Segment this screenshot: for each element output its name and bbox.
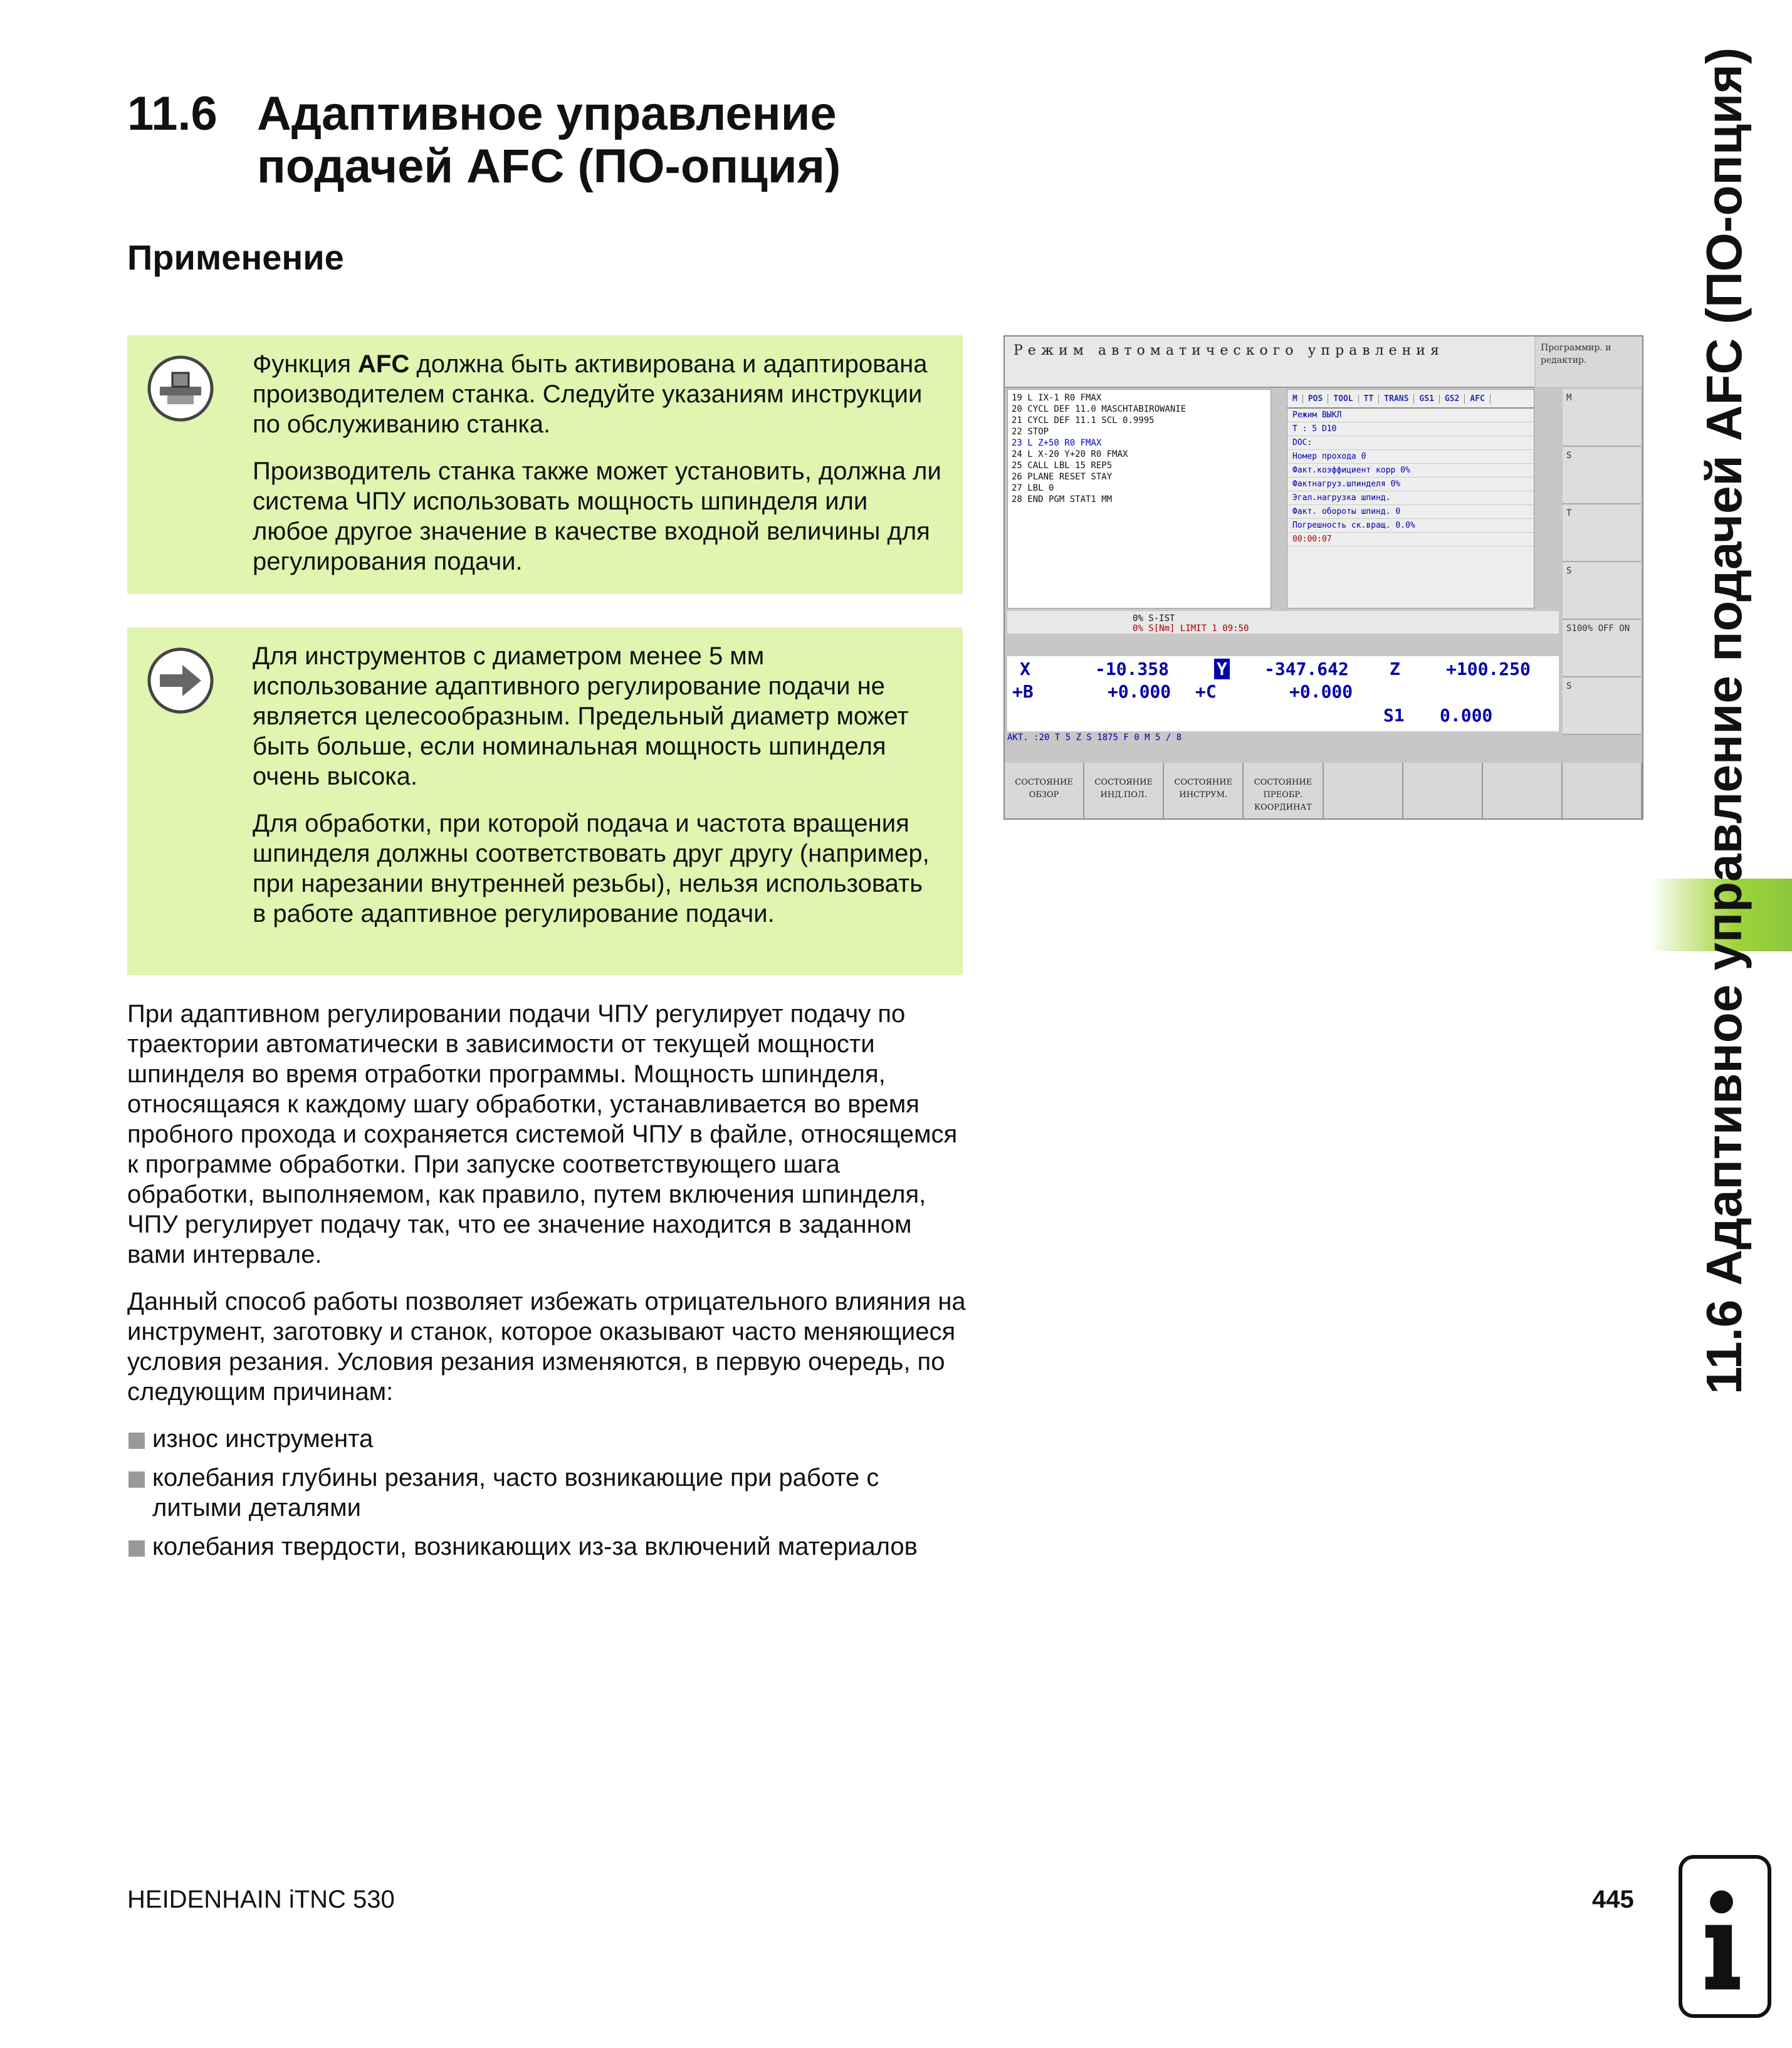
mode-title-bar: Режим автоматического управления bbox=[1005, 337, 1534, 388]
axis-x-label: X bbox=[1020, 659, 1030, 679]
section-title-line2: подачей AFC (ПО-опция) bbox=[257, 140, 841, 193]
note2-paragraph1: Для инструментов с диаметром менее 5 мм использование адаптивного регулирование подачи не является целесообразным. Предельный диаметр может быть больше, если номинальная мощность шпинделя очень высока. bbox=[253, 642, 909, 790]
spindle-s1-label: S1 bbox=[1383, 705, 1405, 726]
program-line: 21 CYCL DEF 11.1 SCL 0.9995 bbox=[1012, 415, 1155, 426]
softkey-empty[interactable] bbox=[1403, 763, 1483, 818]
note1-paragraph2: Производитель станка также может установить, должна ли система ЧПУ использовать мощность шпинделя или любое другое значение в качестве входной величины для регулирования подачи. bbox=[253, 457, 941, 575]
softkey-forward-icon[interactable] bbox=[1563, 763, 1642, 818]
afc-row: Номер прохода 0 bbox=[1287, 450, 1534, 464]
bottom-softkeys bbox=[1005, 763, 1642, 818]
program-line: 22 STOP bbox=[1012, 427, 1049, 437]
side-key-s100[interactable]: S100% OFF ON bbox=[1563, 620, 1641, 677]
side-chapter-title: 11.6 Адаптивное управление подачей AFC (ПО-опция) bbox=[1696, 47, 1752, 1394]
note1-paragraph1: Функция AFC должна быть активирована и адаптирована производителем станка. Следуйте указаниям инструкции по обслуживанию станка. bbox=[253, 350, 928, 438]
program-line: 28 END PGM STAT1 MM bbox=[1012, 494, 1113, 504]
spindle-status bbox=[1007, 611, 1559, 634]
side-key-s-minus[interactable]: S bbox=[1563, 677, 1641, 735]
softkey-transform[interactable]: СОСТОЯНИЕ ПРЕОБР. КООРДИНАТ bbox=[1244, 763, 1323, 818]
edit-mode-indicator: Программир. и редактир. bbox=[1536, 337, 1642, 387]
afc-row: Факт. обороты шпинд. 0 bbox=[1287, 505, 1534, 519]
program-line: 26 PLANE RESET STAY bbox=[1012, 472, 1113, 482]
page-number: 445 bbox=[1592, 1886, 1634, 1913]
note-box-tip bbox=[127, 627, 963, 975]
tnc-screenshot bbox=[1003, 335, 1643, 820]
softkey-empty[interactable] bbox=[1324, 763, 1403, 818]
axis-b-label: +B bbox=[1012, 681, 1034, 702]
axis-x-value: -10.358 bbox=[1095, 659, 1170, 679]
axis-z-label: Z bbox=[1390, 659, 1400, 679]
tab-tt[interactable]: TT bbox=[1359, 394, 1380, 404]
program-line: 23 L Z+50 R0 FMAX bbox=[1012, 438, 1102, 448]
tab-tool[interactable]: TOOL bbox=[1328, 394, 1358, 404]
body-paragraph1: При адаптивном регулировании подачи ЧПУ регулирует подачу по траектории автоматически в зависимости от текущей мощности шпинделя во время отработки программы. Мощность шпинделя, относящаяся к каждому шагу обработки, устанавливается во время пробного прохода и сохраняется системой ЧПУ в файле, относящемся к программе обработки. При запуске соответствующего шага обработки, выполняемом, как правило, путем включения шпинделя, ЧПУ регулирует подачу так, что ее значение находится в заданном вами интервале. bbox=[127, 1000, 958, 1268]
axis-z-value: +100.250 bbox=[1446, 659, 1531, 679]
axis-y-value: -347.642 bbox=[1264, 659, 1349, 679]
afc-status-panel bbox=[1287, 389, 1534, 609]
afc-row: DOC: bbox=[1287, 436, 1534, 450]
softkey-back-icon[interactable] bbox=[1483, 763, 1563, 818]
axis-c-value: +0.000 bbox=[1289, 681, 1353, 702]
spindle-s1-value: 0.000 bbox=[1440, 705, 1493, 726]
program-line: 27 LBL 0 bbox=[1012, 483, 1054, 493]
status-s-nm: 0% S[Nm] LIMIT 1 09:50 bbox=[1133, 624, 1249, 634]
list-item: колебания твердости, возникающих из-за включений материалов bbox=[127, 1532, 967, 1562]
program-line: 24 L X-20 Y+20 R0 FMAX bbox=[1012, 449, 1128, 459]
softkey-position[interactable]: СОСТОЯНИЕ ИНД.ПОЛ. bbox=[1084, 763, 1164, 818]
side-softkeys bbox=[1563, 389, 1641, 765]
info-icon bbox=[1679, 1855, 1771, 2018]
actual-values-line: АКТ. :20 T 5 Z S 1875 F 0 M 5 / 8 bbox=[1007, 733, 1182, 743]
tab-afc[interactable]: AFC bbox=[1465, 394, 1490, 404]
footer-product: HEIDENHAIN iTNC 530 bbox=[127, 1886, 395, 1913]
tab-m[interactable]: M bbox=[1287, 394, 1303, 404]
tab-pos[interactable]: POS bbox=[1303, 394, 1328, 404]
axis-c-label: +C bbox=[1195, 681, 1217, 702]
side-key-s-plus[interactable]: S bbox=[1563, 562, 1641, 620]
afc-row: Режим ВЫКЛ bbox=[1287, 409, 1534, 422]
list-item: износ инструмента bbox=[127, 1424, 967, 1454]
axis-b-value: +0.000 bbox=[1108, 681, 1171, 702]
position-display bbox=[1007, 656, 1559, 731]
section-number: 11.6 bbox=[127, 87, 217, 140]
program-line: 20 CYCL DEF 11.0 MASCHTABIROWANIE bbox=[1012, 404, 1187, 414]
afc-timer: 00:00:07 bbox=[1287, 533, 1534, 546]
list-item: колебания глубины резания, часто возникающие при работе с литыми деталями bbox=[127, 1463, 967, 1523]
program-listing bbox=[1007, 389, 1271, 609]
info-glyph bbox=[1682, 1859, 1768, 2014]
afc-row: Фактнагруз.шпинделя 0% bbox=[1287, 478, 1534, 491]
cause-list bbox=[127, 1424, 967, 1562]
tab-gs2[interactable]: GS2 bbox=[1440, 394, 1465, 404]
section-title bbox=[257, 88, 946, 193]
afc-row: Эгал.нагрузка шпинд. bbox=[1287, 491, 1534, 505]
machine-manufacturer-icon bbox=[146, 354, 215, 423]
arrow-right-icon bbox=[146, 646, 215, 715]
softkey-overview[interactable]: СОСТОЯНИЕ ОБЗОР bbox=[1005, 763, 1084, 818]
afc-row: Факт.коэффициент корр 0% bbox=[1287, 464, 1534, 478]
tab-gs1[interactable]: GS1 bbox=[1414, 394, 1439, 404]
axis-y-label: Y bbox=[1214, 659, 1230, 679]
program-line: 19 L IX-1 R0 FMAX bbox=[1012, 393, 1102, 403]
body-paragraph2: Данный способ работы позволяет избежать отрицательного влияния на инструмент, заготовку и станок, которое оказывают часто меняющиеся условия резания. Условия резания изменяются, в первую очередь, по следующим причинам: bbox=[127, 1288, 966, 1406]
softkey-tool[interactable]: СОСТОЯНИЕ ИНСТРУМ. bbox=[1164, 763, 1244, 818]
afc-row: T : 5 D10 bbox=[1287, 422, 1534, 436]
note-box-manufacturer bbox=[127, 335, 963, 594]
tab-trans[interactable]: TRANS bbox=[1379, 394, 1414, 404]
side-key-t[interactable]: T bbox=[1563, 504, 1641, 562]
afc-row: Погрешность ск.вращ. 0.0% bbox=[1287, 519, 1534, 533]
side-key-m[interactable]: M bbox=[1563, 389, 1641, 447]
side-key-s[interactable]: S bbox=[1563, 447, 1641, 504]
status-tabs bbox=[1287, 390, 1534, 409]
program-line: 25 CALL LBL 15 REP5 bbox=[1012, 461, 1113, 471]
subheading: Применение bbox=[127, 238, 344, 277]
section-title-line1: Адаптивное управление bbox=[257, 87, 837, 140]
note2-paragraph2: Для обработки, при которой подача и частота вращения шпинделя должны соответствовать друг другу (например, при нарезании внутренней резьбы), нельзя использовать в работе адаптивное регулирование подачи. bbox=[253, 810, 930, 927]
main-text bbox=[127, 999, 967, 1570]
status-s-ist: 0% S-IST bbox=[1133, 614, 1175, 624]
